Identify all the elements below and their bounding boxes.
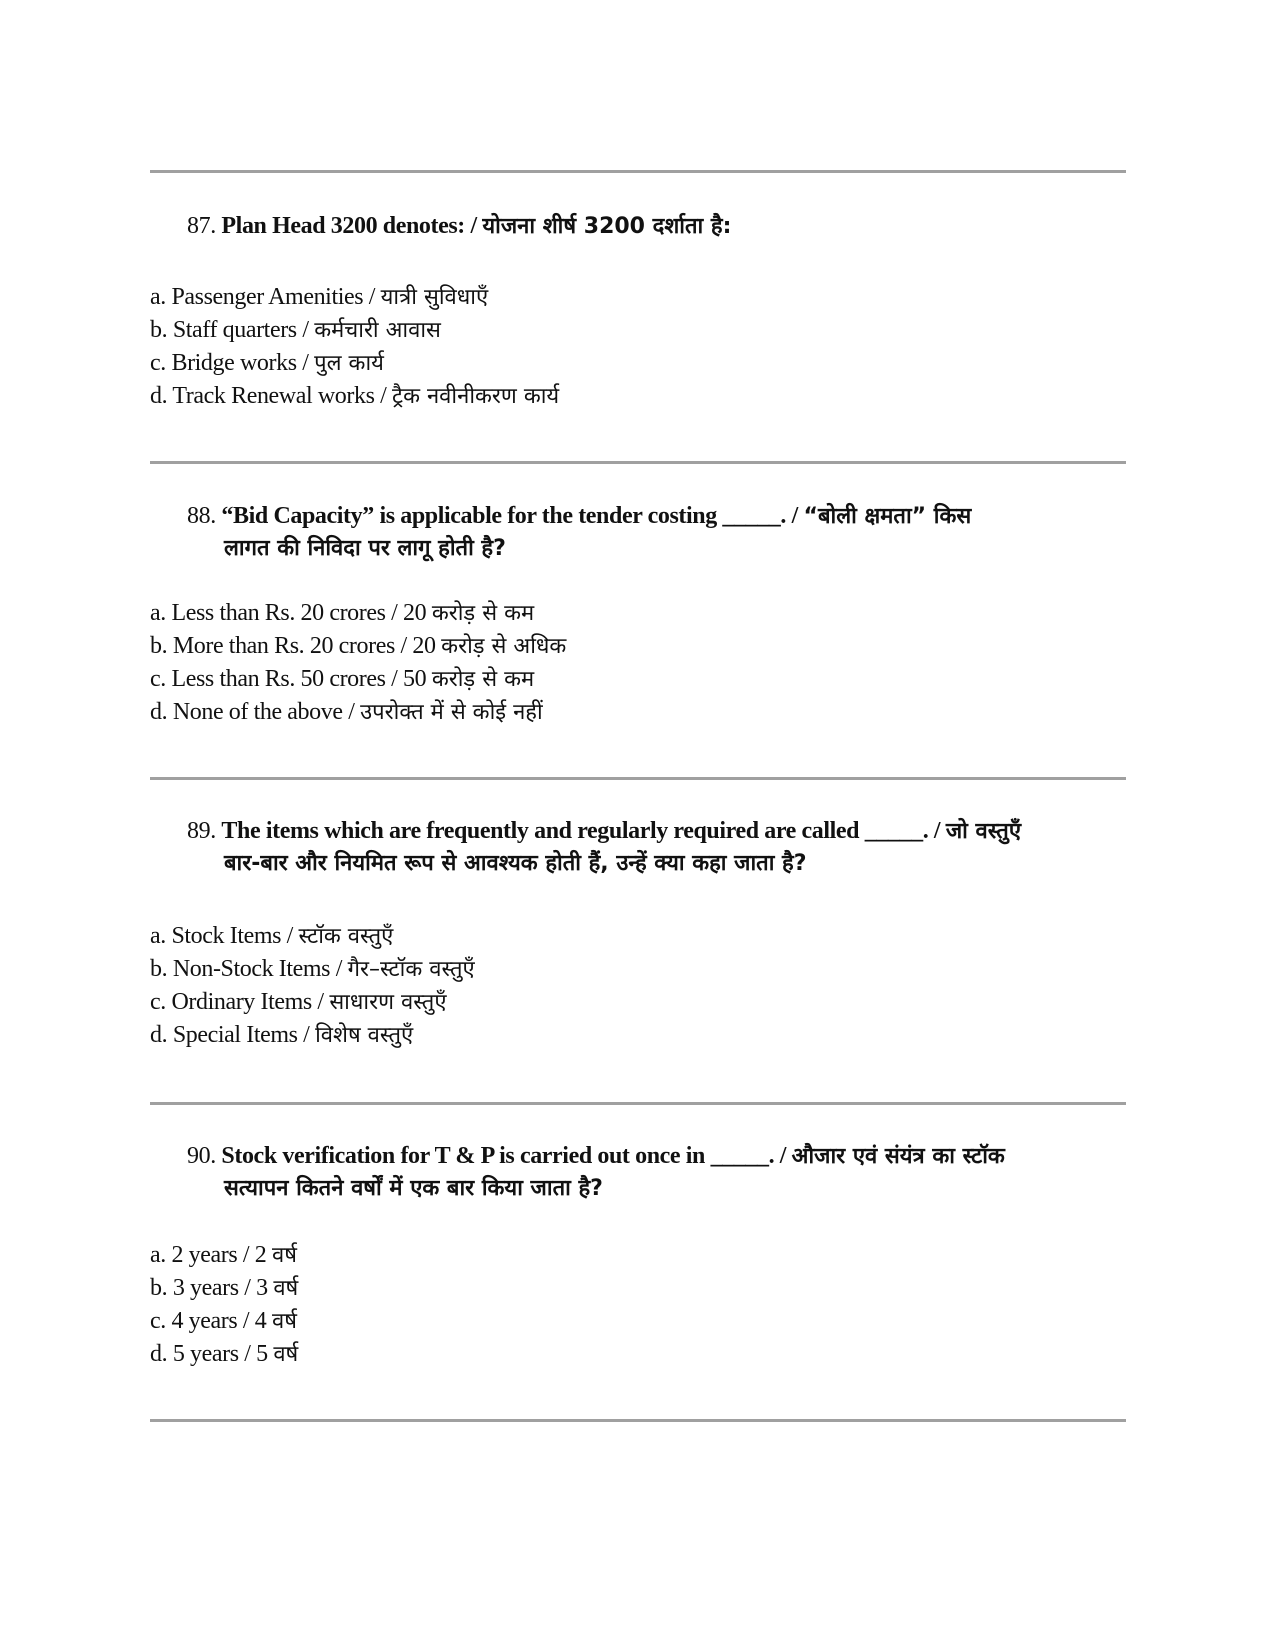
option-text-hi: वर्ष <box>273 1342 299 1367</box>
question-text-en: The items which are frequently and regularly required are called _____. / <box>221 818 941 844</box>
question-stem <box>150 500 1130 565</box>
question-88 <box>150 500 1130 729</box>
option-label: a. <box>150 923 166 949</box>
option-label: c. <box>150 666 166 692</box>
question-number: 88. <box>187 503 216 529</box>
option-text-hi: करोड़ से कम <box>431 667 535 692</box>
option-b[interactable] <box>150 630 1130 663</box>
divider <box>150 1419 1126 1422</box>
question-stem <box>150 1140 1130 1205</box>
question-text-hi-line2: सत्यापन कितने वर्षों में एक बार किया जाता है? <box>224 1176 603 1201</box>
divider <box>150 777 1126 780</box>
option-d[interactable] <box>150 1019 1130 1052</box>
question-text-hi: जो वस्तुएँ <box>945 819 1021 844</box>
option-text-hi: गैर–स्टॉक वस्तुएँ <box>347 957 475 982</box>
option-label: a. <box>150 1242 166 1268</box>
question-text-en: Plan Head 3200 denotes: / <box>221 213 477 239</box>
option-c[interactable] <box>150 347 1130 380</box>
question-text-en: Stock verification for T & P is carried out once in _____. / <box>221 1143 787 1169</box>
question-89 <box>150 815 1130 1052</box>
option-label: d. <box>150 1341 168 1367</box>
option-label: b. <box>150 956 168 982</box>
option-label: b. <box>150 633 168 659</box>
question-text-hi: योजना शीर्ष 3200 दर्शाता है: <box>482 214 732 239</box>
option-label: d. <box>150 1022 168 1048</box>
option-text-en: More than Rs. 20 crores / 20 <box>172 633 436 659</box>
option-label: b. <box>150 317 168 343</box>
option-text-hi: पुल कार्य <box>314 351 384 376</box>
option-text-en: Special Items / <box>172 1022 310 1048</box>
option-a[interactable] <box>150 597 1130 630</box>
option-text-en: Passenger Amenities / <box>171 284 376 310</box>
option-text-hi: करोड़ से अधिक <box>441 634 567 659</box>
option-text-en: Stock Items / <box>171 923 293 949</box>
divider <box>150 170 1126 173</box>
option-text-hi: वर्ष <box>271 1309 297 1334</box>
option-text-en: Non-Stock Items / <box>172 956 342 982</box>
divider <box>150 1102 1126 1105</box>
option-text-hi: वर्ष <box>273 1276 299 1301</box>
option-text-en: Staff quarters / <box>172 317 309 343</box>
question-text-hi-line2: बार-बार और नियमित रूप से आवश्यक होती हैं, उन्हें क्या कहा जाता है? <box>224 851 807 876</box>
option-text-hi: यात्री सुविधाएँ <box>380 285 489 310</box>
divider <box>150 461 1126 464</box>
option-label: d. <box>150 383 168 409</box>
option-text-en: Track Renewal works / <box>172 383 387 409</box>
question-87 <box>150 210 1130 413</box>
option-c[interactable] <box>150 663 1130 696</box>
option-text-hi: विशेष वस्तुएँ <box>315 1023 414 1048</box>
option-text-en: Less than Rs. 20 crores / 20 <box>171 600 427 626</box>
option-label: c. <box>150 350 166 376</box>
question-text-hi: औजार एवं संयंत्र का स्टॉक <box>791 1144 1005 1169</box>
question-stem <box>150 815 1130 880</box>
option-text-en: 5 years / 5 <box>172 1341 268 1367</box>
question-number: 90. <box>187 1143 216 1169</box>
question-stem <box>150 210 1130 243</box>
option-b[interactable] <box>150 1272 1130 1305</box>
question-text-en: “Bid Capacity” is applicable for the tender costing _____. / <box>221 503 798 529</box>
option-text-hi: उपरोक्त में से कोई नहीं <box>360 700 543 725</box>
option-b[interactable] <box>150 314 1130 347</box>
option-label: a. <box>150 600 166 626</box>
option-d[interactable] <box>150 1338 1130 1371</box>
option-text-en: 2 years / 2 <box>171 1242 267 1268</box>
option-text-en: 3 years / 3 <box>172 1275 268 1301</box>
options-list <box>150 597 1130 729</box>
option-label: d. <box>150 699 168 725</box>
option-text-en: Bridge works / <box>171 350 309 376</box>
question-text-hi-line2: लागत की निविदा पर लागू होती है? <box>224 536 506 561</box>
option-a[interactable] <box>150 920 1130 953</box>
option-a[interactable] <box>150 1239 1130 1272</box>
option-label: c. <box>150 1308 166 1334</box>
option-text-en: None of the above / <box>172 699 355 725</box>
option-label: a. <box>150 284 166 310</box>
option-text-hi: कर्मचारी आवास <box>314 318 441 343</box>
options-list <box>150 281 1130 413</box>
option-text-en: Less than Rs. 50 crores / 50 <box>171 666 427 692</box>
option-c[interactable] <box>150 986 1130 1019</box>
question-number: 87. <box>187 213 216 239</box>
option-b[interactable] <box>150 953 1130 986</box>
question-90 <box>150 1140 1130 1371</box>
option-text-hi: साधारण वस्तुएँ <box>329 990 447 1015</box>
option-text-hi: वर्ष <box>271 1243 297 1268</box>
question-text-hi: “बोली क्षमता” किस <box>803 504 972 529</box>
option-label: b. <box>150 1275 168 1301</box>
option-text-hi: ट्रैक नवीनीकरण कार्य <box>392 384 560 409</box>
option-text-en: 4 years / 4 <box>171 1308 267 1334</box>
option-c[interactable] <box>150 1305 1130 1338</box>
options-list <box>150 1239 1130 1371</box>
question-number: 89. <box>187 818 216 844</box>
option-label: c. <box>150 989 166 1015</box>
option-a[interactable] <box>150 281 1130 314</box>
option-d[interactable] <box>150 696 1130 729</box>
option-text-hi: स्टॉक वस्तुएँ <box>298 924 394 949</box>
option-text-hi: करोड़ से कम <box>431 601 535 626</box>
option-d[interactable] <box>150 380 1130 413</box>
options-list <box>150 920 1130 1052</box>
option-text-en: Ordinary Items / <box>171 989 324 1015</box>
